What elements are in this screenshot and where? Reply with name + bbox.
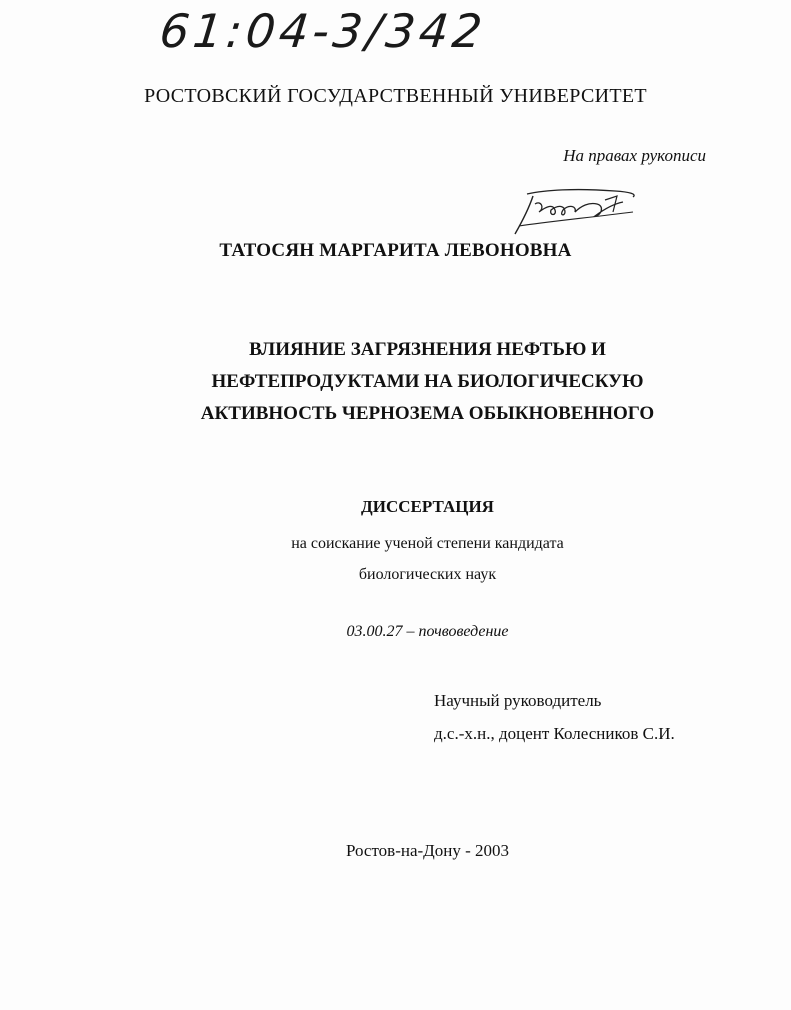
manuscript-note: На правах рукописи	[563, 146, 706, 165]
title-line: ВЛИЯНИЕ ЗАГРЯЗНЕНИЯ НЕФТЬЮ И	[249, 339, 606, 360]
degree-description	[0, 528, 791, 590]
degree-line: на соискание ученой степени кандидата	[291, 535, 564, 552]
supervisor-label: Научный руководитель	[434, 691, 602, 710]
document-type: ДИССЕРТАЦИЯ	[361, 497, 494, 516]
author-name: ТАТОСЯН МАРГАРИТА ЛЕВОНОВНА	[219, 240, 572, 261]
inventory-number: 61:04-3/342	[157, 4, 489, 58]
dissertation-title	[0, 334, 791, 430]
university-name: РОСТОВСКИЙ ГОСУДАРСТВЕННЫЙ УНИВЕРСИТЕТ	[144, 85, 647, 107]
supervisor-name: д.с.-х.н., доцент Колесников С.И.	[434, 724, 675, 743]
supervisor-block	[434, 684, 675, 750]
title-line: АКТИВНОСТЬ ЧЕРНОЗЕМА ОБЫКНОВЕННОГО	[200, 403, 655, 424]
title-line: НЕФТЕПРОДУКТАМИ НА БИОЛОГИЧЕСКУЮ	[211, 371, 644, 392]
signature-image	[505, 182, 655, 242]
degree-line: биологических наук	[358, 566, 497, 583]
city-year: Ростов-на-Дону - 2003	[345, 841, 510, 860]
specialty-code: 03.00.27 – почвоведение	[346, 623, 509, 640]
